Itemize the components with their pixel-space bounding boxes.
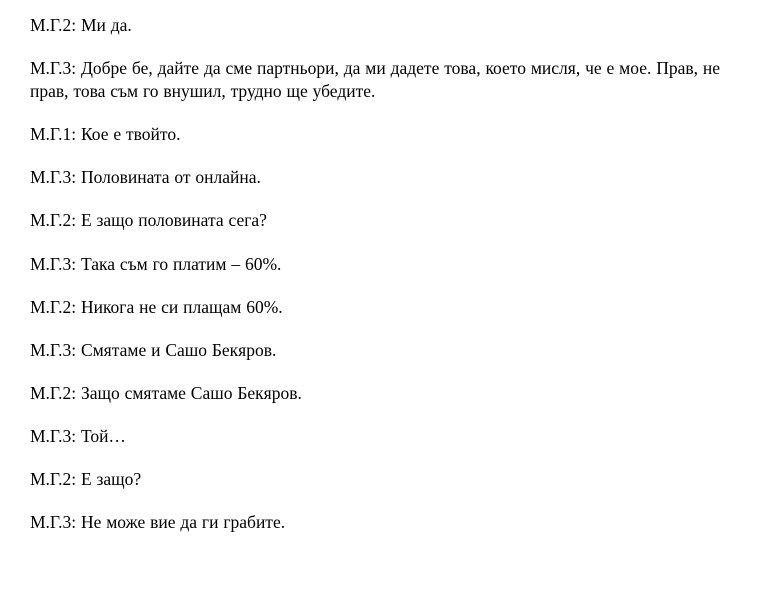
transcript-line: М.Г.3: Добре бе, дайте да сме партньори, да ми дадете това, което мисля, че е мое. Прав, не прав, това съм го внушил, трудно ще убедите. <box>30 58 721 102</box>
transcript-line: М.Г.3: Той… <box>30 425 126 446</box>
transcript-line: М.Г.2: Защо смятаме Сашо Бекяров. <box>30 382 302 403</box>
transcript-line: М.Г.3: Смятаме и Сашо Бекяров. <box>30 339 277 360</box>
transcript-line: М.Г.3: Така съм го платим – 60%. <box>30 253 282 274</box>
transcript-line: М.Г.2: Ми да. <box>30 15 132 35</box>
transcript-line: М.Г.1: Кое е твойто. <box>30 124 181 145</box>
transcript-line: М.Г.3: Половината от онлайна. <box>30 167 261 188</box>
transcript-line: М.Г.2: Е защо половината сега? <box>30 210 267 231</box>
transcript-line: М.Г.3: Не може вие да ги грабите. <box>30 512 286 533</box>
transcript-line: М.Г.2: Никога не си плащам 60%. <box>30 296 283 317</box>
transcript-body <box>30 14 738 534</box>
transcript-line: М.Г.2: Е защо? <box>30 469 142 490</box>
